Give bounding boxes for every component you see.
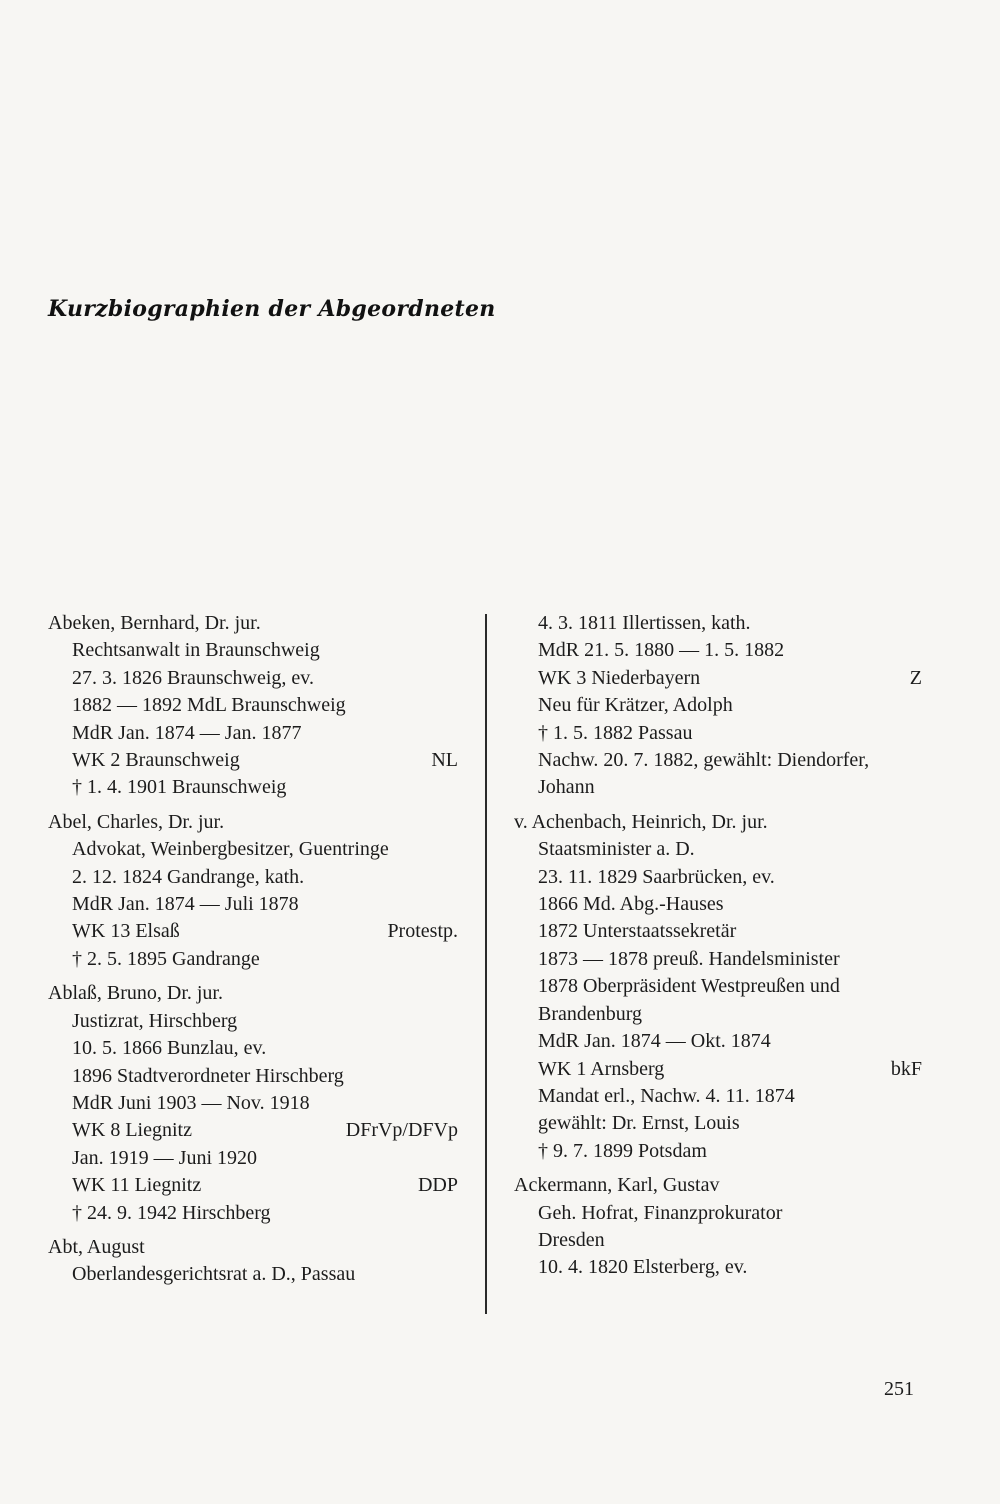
biography-entry [48, 1234, 458, 1289]
constituency-district: WK 8 Liegnitz [72, 1119, 192, 1142]
bio-line: Neu für Krätzer, Adolph [538, 694, 733, 717]
left-column [48, 610, 458, 1296]
biography-entry [514, 809, 922, 1165]
bio-line: † 1. 5. 1882 Passau [538, 721, 693, 744]
bio-line: Oberlandesgerichtsrat a. D., Passau [72, 1263, 356, 1286]
biography-continuation [514, 610, 922, 802]
bio-line: MdR Jan. 1874 — Juli 1878 [72, 893, 299, 916]
member-name: v. Achenbach, Heinrich, Dr. jur. [514, 810, 768, 833]
biography-entry [514, 1172, 922, 1282]
right-column [514, 610, 922, 1289]
constituency-district: WK 11 Liegnitz [72, 1174, 202, 1197]
bio-line: Advokat, Weinbergbesitzer, Guentringe [72, 838, 389, 861]
bio-line: MdR 21. 5. 1880 — 1. 5. 1882 [538, 639, 785, 662]
party-label: Z [909, 666, 922, 689]
member-name: Abeken, Bernhard, Dr. jur. [48, 612, 261, 634]
bio-line: 27. 3. 1826 Braunschweig, ev. [72, 666, 314, 689]
bio-line: † 1. 4. 1901 Braunschweig [72, 776, 287, 799]
bio-line: Mandat erl., Nachw. 4. 11. 1874 [538, 1084, 795, 1107]
bio-line: † 24. 9. 1942 Hirschberg [72, 1201, 271, 1224]
bio-line: gewählt: Dr. Ernst, Louis [538, 1112, 740, 1135]
member-name: Ablaß, Bruno, Dr. jur. [48, 982, 223, 1005]
bio-line: † 2. 5. 1895 Gandrange [72, 947, 260, 970]
bio-line: MdR Jan. 1874 — Okt. 1874 [538, 1030, 771, 1053]
biography-entry [48, 610, 458, 802]
bio-line: 10. 5. 1866 Bunzlau, ev. [72, 1037, 267, 1060]
bio-line: MdR Jan. 1874 — Jan. 1877 [72, 721, 302, 744]
bio-line: 1878 Oberpräsident Westpreußen und [538, 975, 840, 998]
bio-line: 1882 — 1892 MdL Braunschweig [72, 694, 346, 717]
bio-line: 23. 11. 1829 Saarbrücken, ev. [538, 865, 775, 888]
bio-line: † 9. 7. 1899 Potsdam [538, 1139, 707, 1162]
bio-line: 10. 4. 1820 Elsterberg, ev. [538, 1256, 748, 1279]
bio-line: 1872 Unterstaatssekretär [538, 920, 737, 943]
constituency-line [514, 665, 922, 692]
bio-line: Dresden [538, 1228, 605, 1251]
bio-line: 1866 Md. Abg.-Hauses [538, 893, 724, 916]
bio-line: Johann [538, 776, 595, 799]
constituency-district: WK 2 Braunschweig [72, 749, 240, 772]
constituency-line [514, 1056, 922, 1083]
constituency-line [48, 747, 458, 774]
bio-line: 1873 — 1878 preuß. Handelsminister [538, 947, 840, 970]
bio-line: 1896 Stadtverordneter Hirschberg [72, 1064, 344, 1087]
party-label: NL [431, 749, 458, 772]
member-name: Abel, Charles, Dr. jur. [48, 810, 225, 833]
party-label: DDP [417, 1174, 458, 1197]
bio-line: 2. 12. 1824 Gandrange, kath. [72, 865, 305, 888]
page-heading: Kurzbiographien der Abgeordneten [48, 296, 496, 322]
biography-entry [48, 809, 458, 973]
bio-line: Staatsminister a. D. [538, 838, 695, 861]
party-label: Protestp. [387, 920, 458, 943]
bio-line: 4. 3. 1811 Illertissen, kath. [538, 612, 751, 634]
bio-line: Brandenburg [538, 1002, 643, 1025]
constituency-district: WK 13 Elsaß [72, 920, 180, 943]
constituency-line [48, 1172, 458, 1199]
bio-line: Rechtsanwalt in Braunschweig [72, 639, 320, 662]
party-label: bkF [890, 1057, 922, 1080]
biography-entry [48, 980, 458, 1227]
constituency-district: WK 1 Arnsberg [538, 1057, 665, 1080]
bio-line: Geh. Hofrat, Finanzprokurator [538, 1201, 783, 1224]
bio-line: Jan. 1919 — Juni 1920 [72, 1146, 257, 1169]
bio-line: Nachw. 20. 7. 1882, gewählt: Diendorfer, [538, 749, 870, 772]
page-number: 251 [884, 1378, 914, 1400]
constituency-line [48, 918, 458, 945]
bio-line: MdR Juni 1903 — Nov. 1918 [72, 1091, 310, 1114]
member-name: Abt, August [48, 1235, 145, 1258]
party-label: DFrVp/DFVp [345, 1119, 458, 1142]
constituency-line [48, 1117, 458, 1144]
bio-line: Justizrat, Hirschberg [72, 1009, 238, 1032]
constituency-district: WK 3 Niederbayern [538, 666, 701, 689]
member-name: Ackermann, Karl, Gustav [514, 1174, 720, 1197]
column-divider [485, 614, 487, 1314]
